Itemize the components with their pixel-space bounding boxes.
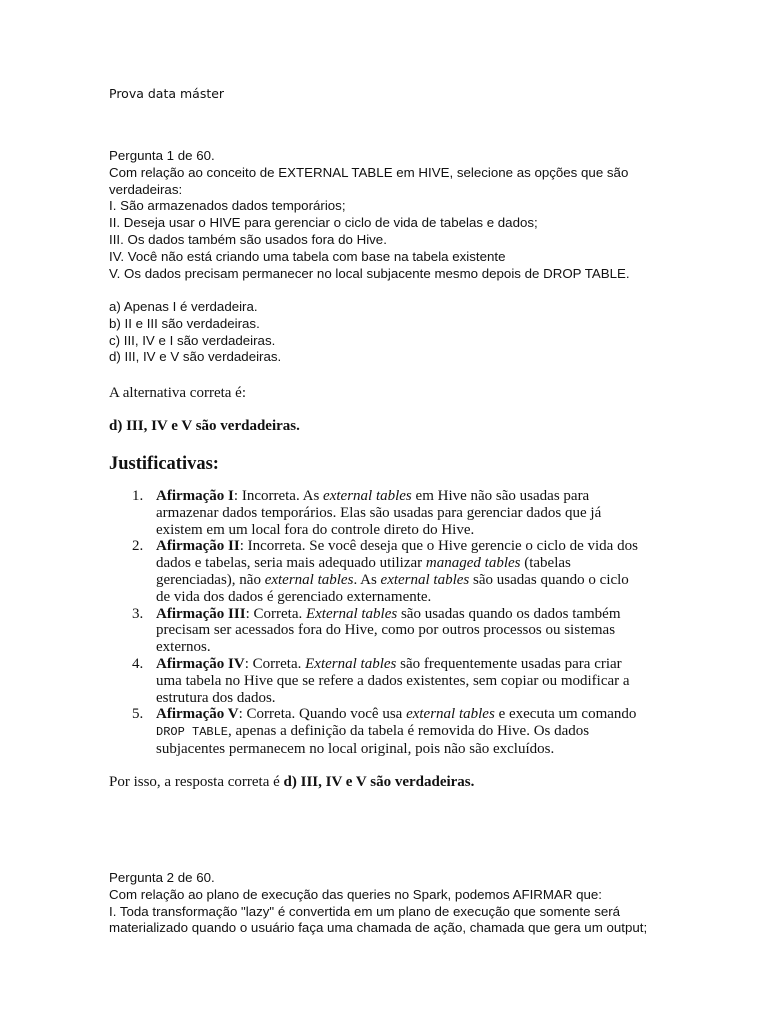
item-text: de vida dos dados é gerenciado externamente. bbox=[156, 588, 432, 605]
item-text: existem em um local fora do controle direto do Hive. bbox=[156, 521, 475, 538]
item-text: : Incorreta. As bbox=[233, 488, 324, 504]
item-label: Afirmação II bbox=[156, 538, 240, 555]
justification-heading: Justificativas: bbox=[109, 454, 219, 474]
question-1-prompt-line-1: Com relação ao conceito de EXTERNAL TABLE em HIVE, selecione as opções que são bbox=[109, 164, 629, 180]
item-text: uma tabela no Hive que se refere a dados existentes, sem copiar ou modificar a bbox=[156, 672, 630, 689]
item-text: subjacentes permanecem no local original, pois não são excluídos. bbox=[156, 740, 555, 757]
item-text: e executa um comando bbox=[494, 706, 637, 723]
item-label: Afirmação IV bbox=[156, 655, 245, 672]
item-number: 4. bbox=[132, 655, 144, 672]
question-1-statement: IV. Você não está criando uma tabela com base na tabela existente bbox=[109, 248, 506, 264]
question-1-statement: III. Os dados também são usados fora do Hive. bbox=[109, 231, 387, 247]
justification-item bbox=[109, 706, 669, 757]
item-term: external tables bbox=[264, 571, 354, 588]
item-number: 2. bbox=[132, 538, 144, 555]
option-b: b) II e III são verdadeiras. bbox=[109, 315, 260, 331]
justification-item bbox=[109, 488, 669, 538]
question-1 bbox=[109, 148, 709, 282]
question-1-prompt-line-2: verdadeiras: bbox=[109, 181, 183, 197]
justification-item bbox=[109, 606, 669, 656]
question-1-options bbox=[109, 299, 709, 366]
conclusion bbox=[109, 774, 474, 791]
item-text: estrutura dos dados. bbox=[156, 689, 276, 706]
code-snippet: DROP TABLE bbox=[156, 725, 229, 740]
item-number: 1. bbox=[132, 488, 144, 504]
item-term: External tables bbox=[305, 655, 397, 672]
item-text: em Hive não são usadas para bbox=[411, 488, 590, 504]
justification-list bbox=[109, 488, 669, 758]
answer-intro: A alternativa correta é: bbox=[109, 385, 247, 401]
answer-value: d) III, IV e V são verdadeiras. bbox=[109, 418, 300, 434]
option-a: a) Apenas I é verdadeira. bbox=[109, 299, 258, 314]
question-1-statement: I. São armazenados dados temporários; bbox=[109, 198, 346, 214]
question-2-header: Pergunta 2 de 60. bbox=[109, 870, 215, 885]
item-text: : Incorreta. Se você deseja que o Hive gerencie o ciclo de vida dos bbox=[239, 538, 638, 555]
conclusion-text: Por isso, a resposta correta é bbox=[109, 774, 284, 790]
item-term: external tables bbox=[406, 706, 495, 723]
justification-item bbox=[109, 538, 669, 605]
item-text: dados e tabelas, seria mais adequado utilizar bbox=[156, 555, 426, 572]
item-text: : Correta. bbox=[245, 605, 306, 622]
document-title: Prova data máster bbox=[109, 86, 225, 101]
item-term: external tables bbox=[323, 488, 412, 504]
question-2 bbox=[109, 870, 709, 937]
item-text: gerenciadas), não bbox=[156, 571, 265, 588]
item-text: : Correta. bbox=[244, 655, 306, 672]
question-2-statement-line-2: materializado quando o usuário faça uma chamada de ação, chamada que gera um output; bbox=[109, 920, 648, 936]
question-1-header: Pergunta 1 de 60. bbox=[109, 148, 215, 163]
item-term: external tables bbox=[380, 571, 470, 588]
option-d: d) III, IV e V são verdadeiras. bbox=[109, 349, 282, 365]
item-label: Afirmação I bbox=[156, 488, 234, 504]
item-text: são usadas quando o ciclo bbox=[469, 571, 629, 588]
item-label: Afirmação III bbox=[156, 605, 246, 622]
option-c: c) III, IV e I são verdadeiras. bbox=[109, 332, 276, 348]
question-1-statement: V. Os dados precisam permanecer no local subjacente mesmo depois de DROP TABLE. bbox=[109, 265, 630, 281]
item-text: são usadas quando os dados também bbox=[397, 605, 621, 622]
item-text: precisam ser acessados fora do Hive, como por outros processos ou sistemas bbox=[156, 622, 616, 639]
item-number: 3. bbox=[132, 605, 144, 622]
item-text: , apenas a definição da tabela é removida do Hive. Os dados bbox=[228, 723, 590, 740]
item-text: : Correta. Quando você usa bbox=[238, 706, 407, 723]
question-2-prompt: Com relação ao plano de execução das queries no Spark, podemos AFIRMAR que: bbox=[109, 886, 603, 902]
item-text: externos. bbox=[156, 639, 211, 656]
question-2-statement-line-1: I. Toda transformação "lazy" é convertida em um plano de execução que somente será bbox=[109, 903, 621, 919]
item-label: Afirmação V bbox=[156, 706, 239, 723]
item-text: (tabelas bbox=[520, 555, 571, 572]
item-term: External tables bbox=[305, 605, 398, 622]
item-number: 5. bbox=[132, 706, 144, 723]
question-1-statement: II. Deseja usar o HIVE para gerenciar o ciclo de vida de tabelas e dados; bbox=[109, 215, 538, 231]
conclusion-answer: d) III, IV e V são verdadeiras. bbox=[283, 774, 475, 790]
item-text: . As bbox=[353, 571, 381, 588]
item-term: managed tables bbox=[425, 555, 521, 572]
item-text: são frequentemente usadas para criar bbox=[396, 655, 622, 672]
justification-item bbox=[109, 656, 669, 706]
item-text: armazenar dados temporários. Elas são usadas para gerenciar dados que já bbox=[156, 504, 602, 521]
